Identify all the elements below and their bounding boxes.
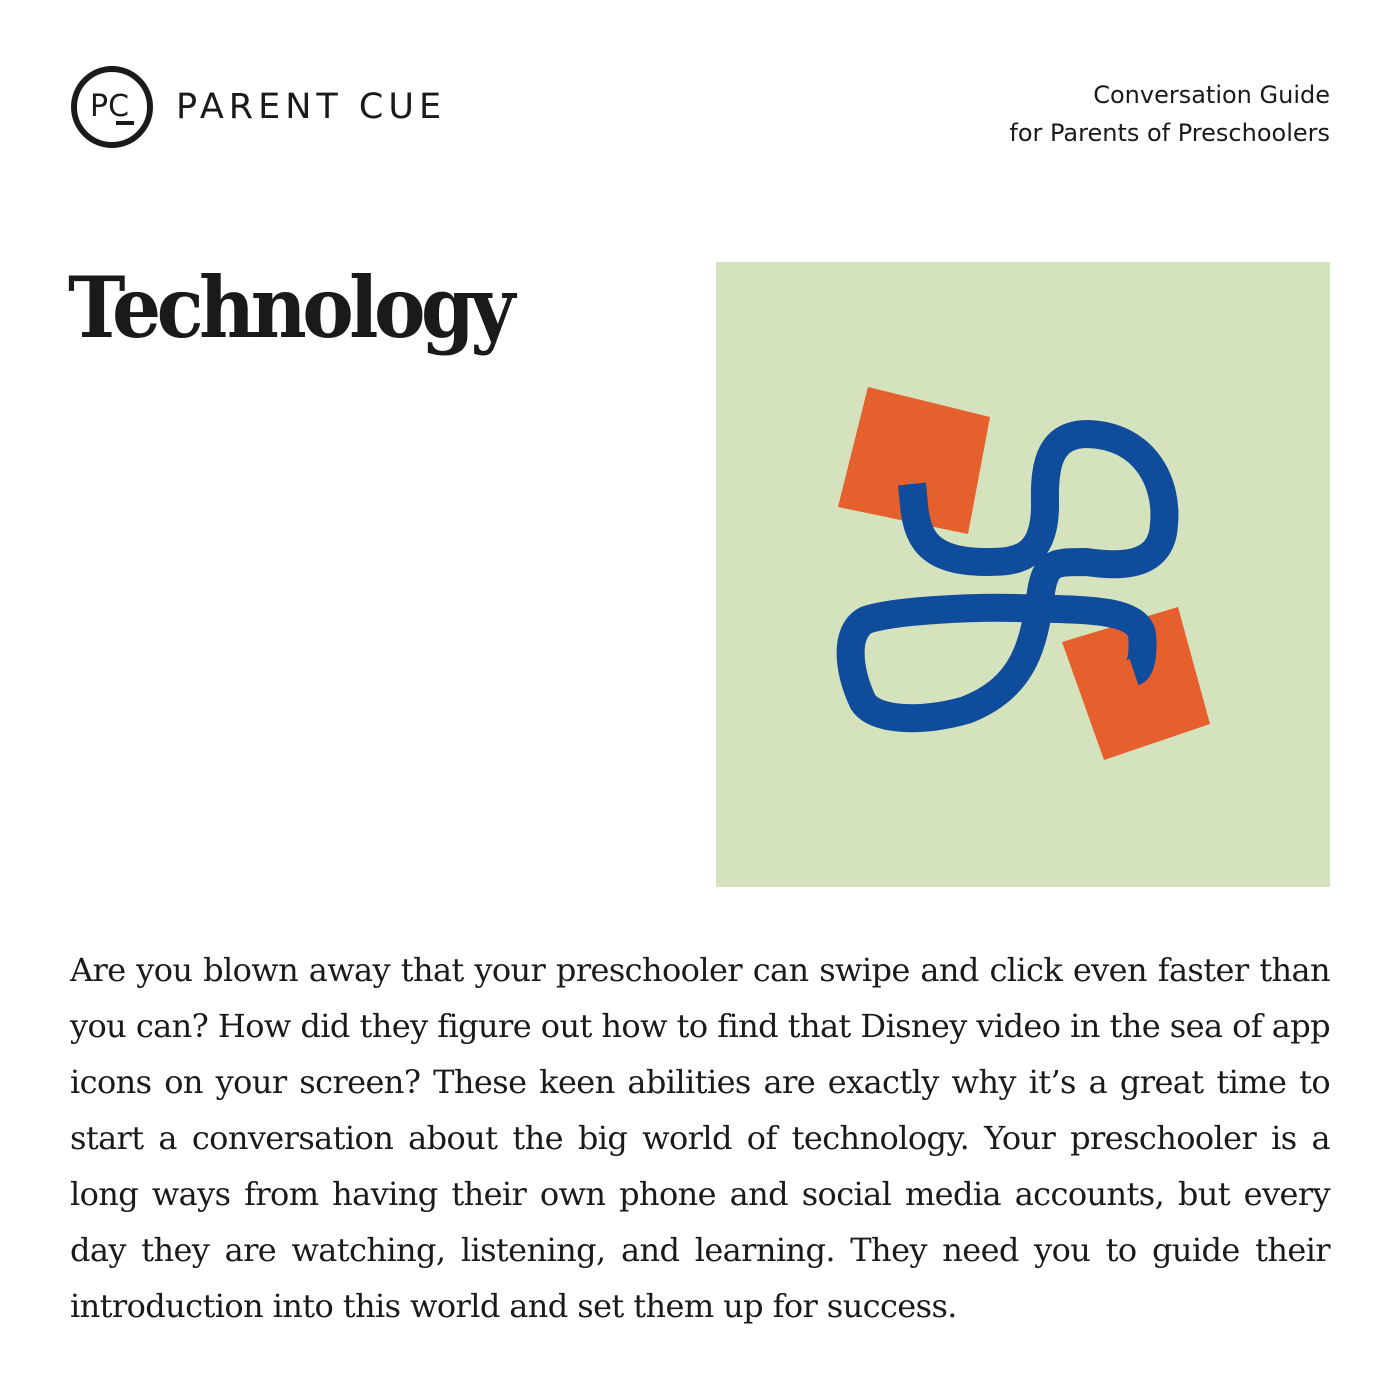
page-title: Technology bbox=[68, 258, 511, 357]
technology-illustration bbox=[716, 262, 1330, 887]
guide-title-line2: for Parents of Preschoolers bbox=[1009, 119, 1330, 147]
command-key-icon bbox=[716, 262, 1330, 887]
brand-name: PARENT CUE bbox=[176, 87, 447, 127]
logo-mark-text: PC bbox=[90, 89, 130, 124]
pc-logo-icon bbox=[70, 65, 154, 149]
guide-title-line1: Conversation Guide bbox=[1093, 81, 1330, 109]
guide-title bbox=[1009, 76, 1330, 152]
parent-cue-logo bbox=[70, 65, 446, 149]
intro-paragraph: Are you blown away that your preschooler can swipe and click even faster than you can? How did they figure out how to find that Disney video in the sea of app icons on your screen? These keen abilities are exactly why it’s a great time to start a conversation about the big world of technology. Your preschooler is a long ways from having their own phone and social media accounts, but every day they are watching, listening, and learning. They need you to guide their introduction into this world and set them up for success. bbox=[70, 951, 1330, 1325]
